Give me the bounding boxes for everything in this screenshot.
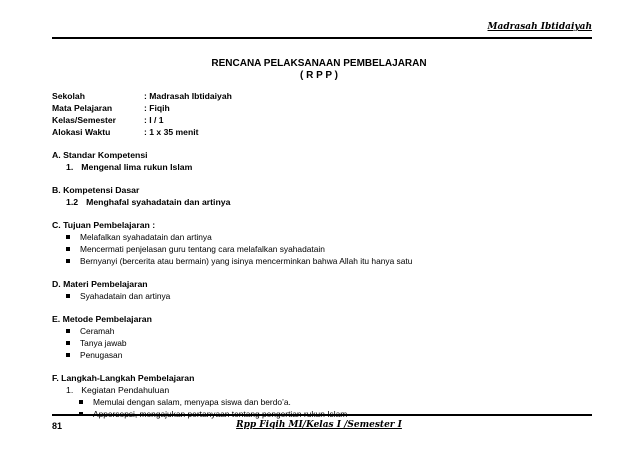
header-divider <box>52 37 592 39</box>
bullet-text: Bernyanyi (bercerita atau bermain) yang isinya mencerminkan bahwa Allah itu hanya satu <box>80 255 413 266</box>
item-text: Menghafal syahadatain dan artinya <box>86 196 231 207</box>
square-bullet-icon <box>66 247 70 251</box>
section-kompetensi-dasar <box>52 184 592 208</box>
section-tujuan-pembelajaran <box>52 219 592 267</box>
bullet-item <box>66 231 592 243</box>
item-number: 1.2 <box>66 196 79 207</box>
section-title: A. Standar Kompetensi <box>52 149 148 160</box>
square-bullet-icon <box>66 329 70 333</box>
info-label: Mata Pelajaran <box>52 102 113 113</box>
item-text: Mengenal lima rukun Islam <box>81 161 193 172</box>
bullet-text: Penugasan <box>80 349 123 360</box>
square-bullet-icon <box>66 235 70 239</box>
info-row-alokasi-waktu <box>52 126 592 138</box>
page-number: 81 <box>52 421 63 431</box>
title-main: RENCANA PELAKSANAAN PEMBELAJARAN <box>211 58 427 69</box>
bullet-text: Memulai dengan salam, menyapa siswa dan berdo’a. <box>93 396 291 407</box>
document-title <box>0 58 638 82</box>
bullet-text: Syahadatain dan artinya <box>80 290 171 301</box>
square-bullet-icon <box>79 400 83 404</box>
section-title: B. Kompetensi Dasar <box>52 184 140 195</box>
footer-divider <box>52 414 592 416</box>
info-label: Alokasi Waktu <box>52 126 111 137</box>
header-school-name: Madrasah Ibtidaiyah <box>487 22 592 32</box>
section-standar-kompetensi <box>52 149 592 173</box>
bullet-item <box>66 337 592 349</box>
section-title: C. Tujuan Pembelajaran : <box>52 219 156 230</box>
bullet-text: Ceramah <box>80 325 115 336</box>
bullet-text: Melafalkan syahadatain dan artinya <box>80 231 212 242</box>
info-label: Kelas/Semester <box>52 114 117 125</box>
item-number: 1. <box>66 161 74 172</box>
item-number: 1. <box>66 384 74 395</box>
document-content <box>52 90 592 420</box>
bullet-text: Mencermati penjelasan guru tentang cara melafalkan syahadatain <box>80 243 325 254</box>
bullet-text: Appersepsi, mengajukan pertanyaan tentang pengertian rukun Islam <box>93 408 348 419</box>
square-bullet-icon <box>66 259 70 263</box>
section-materi-pembelajaran <box>52 278 592 302</box>
info-value: : 1 x 35 menit <box>144 126 199 137</box>
section-langkah-pembelajaran <box>52 372 592 420</box>
bullet-item <box>66 243 592 255</box>
info-row-mata-pelajaran <box>52 102 592 114</box>
section-title: D. Materi Pembelajaran <box>52 278 148 289</box>
title-abbreviation: ( R P P ) <box>300 70 338 81</box>
info-row-sekolah <box>52 90 592 102</box>
info-value: : I / 1 <box>144 114 164 125</box>
section-title: E. Metode Pembelajaran <box>52 313 152 324</box>
item-text: Kegiatan Pendahuluan <box>81 384 170 395</box>
square-bullet-icon <box>66 353 70 357</box>
identity-table <box>52 90 592 138</box>
square-bullet-icon <box>66 294 70 298</box>
square-bullet-icon <box>66 341 70 345</box>
numbered-item <box>66 161 592 173</box>
bullet-item <box>66 325 592 337</box>
bullet-item <box>79 396 592 408</box>
info-label: Sekolah <box>52 90 85 101</box>
bullet-item <box>66 349 592 361</box>
numbered-item <box>66 196 592 208</box>
section-title: F. Langkah-Langkah Pembelajaran <box>52 372 195 383</box>
bullet-item <box>66 255 592 267</box>
info-row-kelas-semester <box>52 114 592 126</box>
footer-document-label: Rpp Fiqih MI/Kelas I /Semester I <box>236 420 402 430</box>
section-metode-pembelajaran <box>52 313 592 361</box>
info-value: : Fiqih <box>144 102 170 113</box>
info-value: : Madrasah Ibtidaiyah <box>144 90 232 101</box>
bullet-item <box>66 290 592 302</box>
bullet-text: Tanya jawab <box>80 337 127 348</box>
numbered-item <box>66 384 592 396</box>
